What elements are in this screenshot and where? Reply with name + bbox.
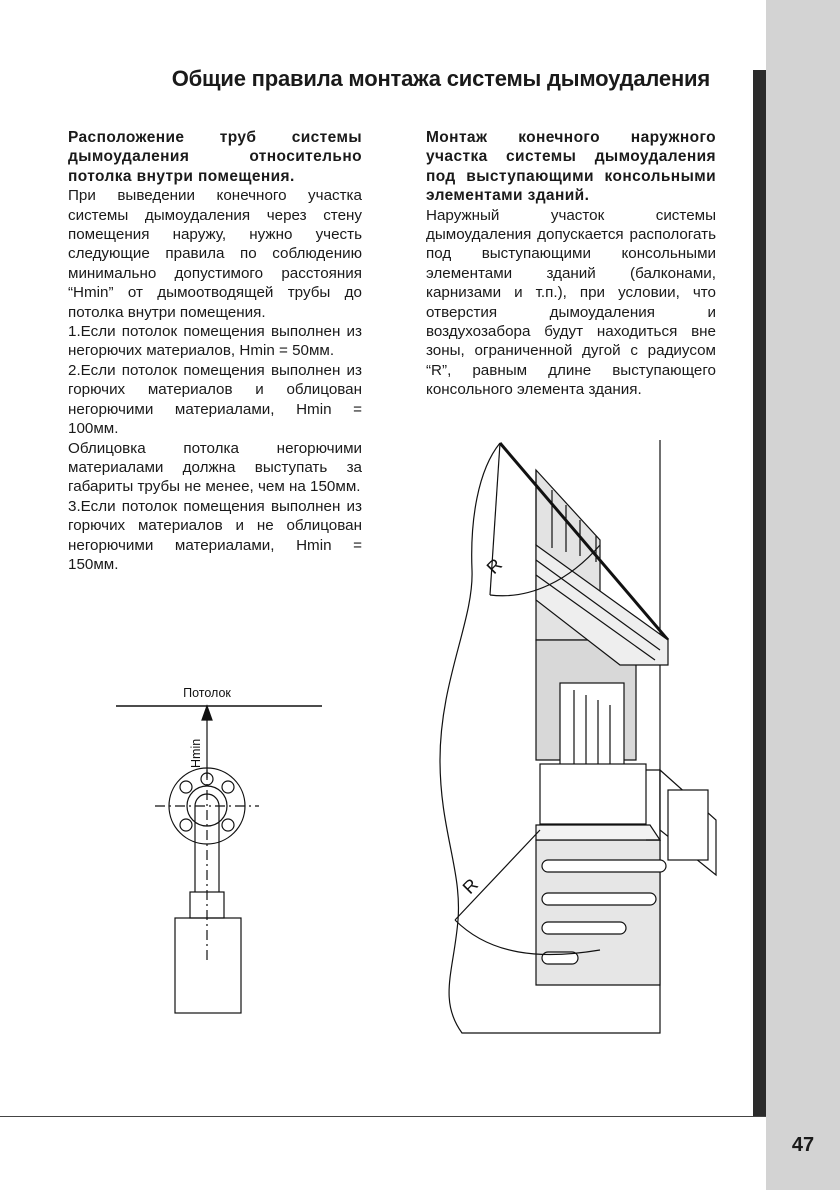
wall-pipe [542, 922, 626, 934]
left-paragraph-rule-2: 2.Если потолок помещения выполнен из горючих материалов и облицован негорючими материалами, Hmin = 100мм. [68, 361, 362, 438]
page-title: Общие правила монтажа системы дымоудаления [171, 66, 710, 91]
ceiling-label: Потолок [183, 686, 231, 700]
left-heading: Расположение труб системы дымоудаления относительно потолка внутри помещения. [68, 129, 362, 185]
boiler-box-front [668, 790, 708, 860]
left-paragraph-intro: При выведении конечного участка системы дымоудаления через стену помещения наружу, нужно учесть следующие правила по соблюдению минимально допустимого расстояния “Hmin” от дымоотводящей трубы до потолка внутри помещения. [68, 187, 362, 321]
right-paragraph: Наружный участок системы дымоудаления допускается распологать под выступающими консольными элементами зданий (балконами, карнизами и т.п.), при условии, что отверстия дымоудаления и воздухозабора будут находиться вне зоны, ограниченной дугой с радиусом “R”, равным длине выступающего консольного элемента здания. [426, 206, 716, 399]
radius-label-bottom: R [458, 874, 483, 898]
window-frame [560, 683, 624, 773]
left-paragraph-rule-1: 1.Если потолок помещения выполнен из негорючих материалов, Hmin = 50мм. [68, 323, 362, 360]
left-paragraph-cladding: Облицовка потолка негорючими материалами должна выступать за габариты трубы не менее, чем на 150мм. [68, 439, 362, 496]
balcony-underside [536, 825, 660, 840]
wall-pipe [542, 860, 666, 872]
page-number: 47 [791, 1134, 815, 1156]
left-paragraph-rule-3: 3.Если потолок помещения выполнен из горючих материалов и не облицован негорючими материалами, Hmin = 150мм. [68, 497, 362, 573]
balcony-slab [540, 764, 646, 824]
hmin-label: Hmin [189, 738, 203, 768]
right-heading: Монтаж конечного наружного участка системы дымоудаления под выступающими консольными элементами зданий. [426, 129, 716, 205]
wall-pipe [542, 893, 656, 905]
radius-label-top: R [482, 554, 507, 578]
